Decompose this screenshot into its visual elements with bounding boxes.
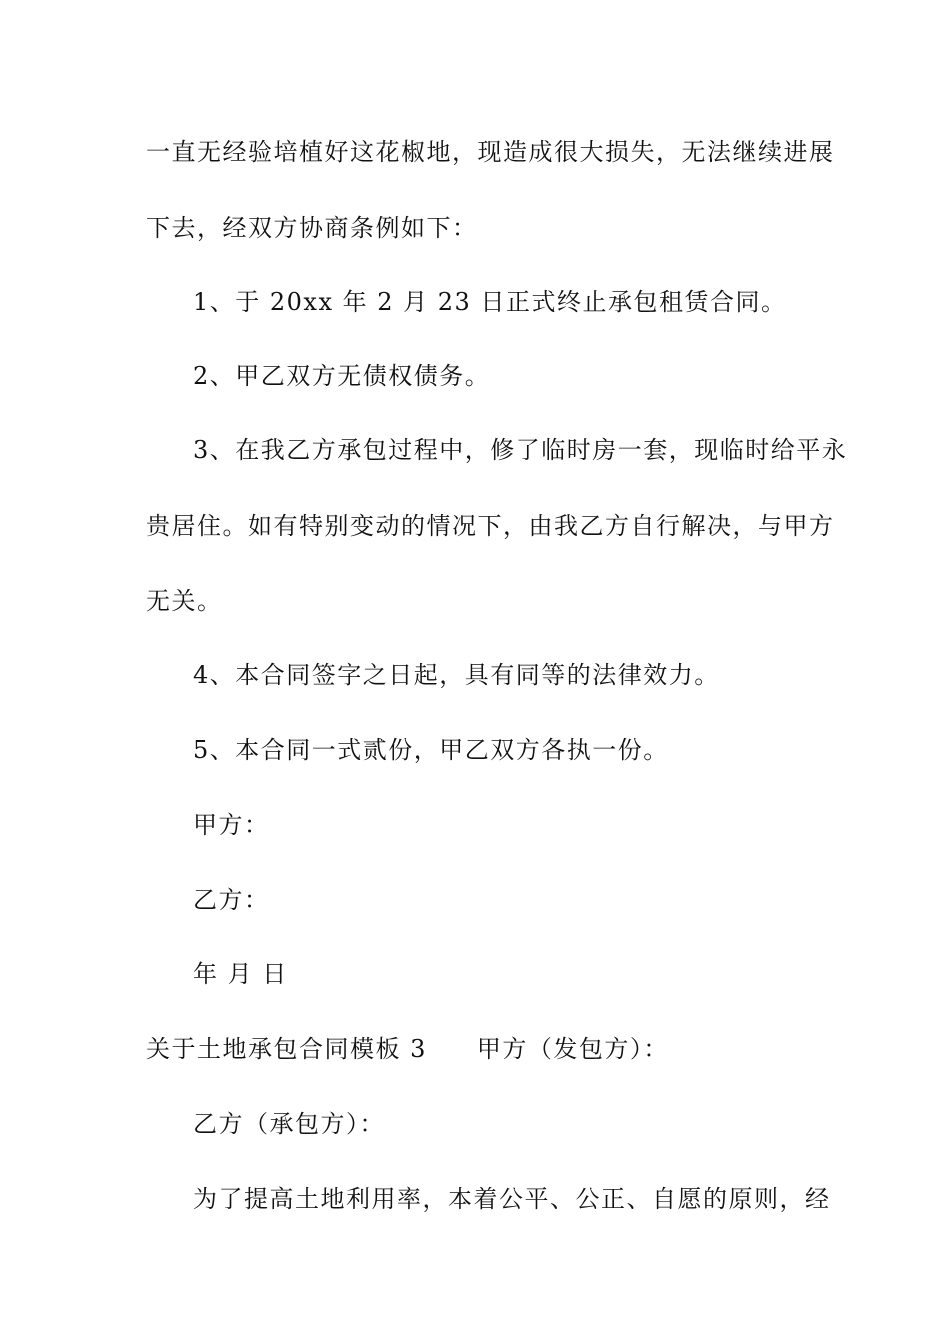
party-a-label: 甲方（发包方）： [476,1035,669,1063]
paragraph-line: 无关。 [146,587,223,615]
paragraph-line: 下去，经双方协商条例如下： [146,214,478,242]
paragraph-line: 一直无经验培植好这花椒地，现造成很大损失，无法继续进展 [146,138,835,166]
paragraph-line: 贵居住。如有特别变动的情况下，由我乙方自行解决，与甲方 [146,512,835,540]
section-heading-row [146,1033,669,1065]
clause-5: 5、本合同一式贰份，甲乙双方各执一份。 [193,736,669,764]
template-title: 关于土地承包合同模板 3 [146,1035,427,1063]
party-b-label: 乙方（承包方）： [193,1110,385,1138]
clause-1: 1、于 20xx 年 2 月 23 日正式终止承包租赁合同。 [193,288,787,316]
signature-party-b: 乙方： [193,886,270,914]
signature-party-a: 甲方： [193,811,270,839]
paragraph-line: 为了提高土地利用率，本着公平、公正、自愿的原则，经 [193,1185,831,1213]
clause-3: 3、在我乙方承包过程中，修了临时房一套，现临时给平永 [193,436,848,464]
signature-date: 年 月 日 [193,960,288,988]
clause-2: 2、甲乙双方无债权债务。 [193,362,491,390]
clause-4: 4、本合同签字之日起，具有同等的法律效力。 [193,661,720,689]
